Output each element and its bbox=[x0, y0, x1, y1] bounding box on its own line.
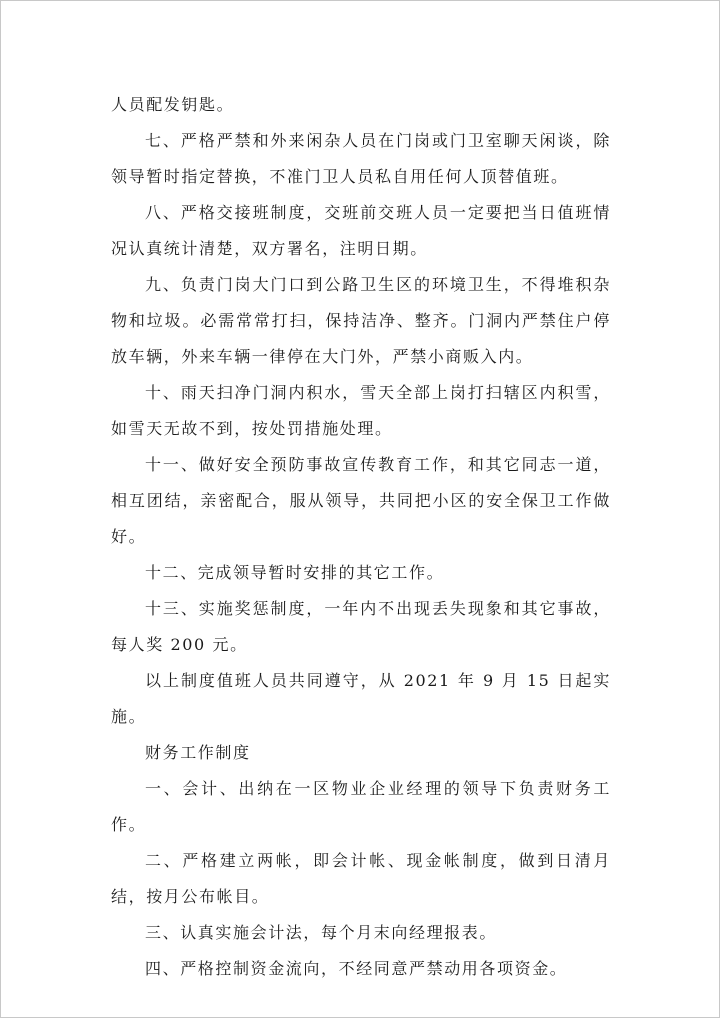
paragraph-finance-1: 一、会计、出纳在一区物业企业经理的领导下负责财务工作。 bbox=[111, 779, 611, 834]
paragraph-keys-continued: 人员配发钥匙。 bbox=[111, 95, 235, 114]
paragraph-rule-7: 七、严格严禁和外来闲杂人员在门岗或门卫室聊天闲谈，除领导暂时指定替换，不准门卫人员私自用任何人顶替值班。 bbox=[111, 131, 611, 186]
paragraph-rule-8: 八、严格交接班制度，交班前交班人员一定要把当日值班情况认真统计清楚，双方署名，注明日期。 bbox=[111, 203, 611, 258]
paragraph-rule-12: 十二、完成领导暂时安排的其它工作。 bbox=[145, 563, 445, 582]
paragraph-rule-11: 十一、做好安全预防事故宣传教育工作，和其它同志一道，相互团结，亲密配合，服从领导，共同把小区的安全保卫工作做好。 bbox=[111, 455, 611, 546]
paragraph-effective-date: 以上制度值班人员共同遵守，从 2021 年 9 月 15 日起实施。 bbox=[111, 671, 611, 726]
paragraph-rule-10: 十、雨天扫净门洞内积水，雪天全部上岗打扫辖区内积雪，如雪天无故不到，按处罚措施处理。 bbox=[111, 383, 611, 438]
paragraph-finance-2: 二、严格建立两帐，即会计帐、现金帐制度，做到日清月结，按月公布帐目。 bbox=[111, 851, 611, 906]
paragraph-finance-3: 三、认真实施会计法，每个月末向经理报表。 bbox=[145, 923, 498, 942]
section-heading-finance: 财务工作制度 bbox=[145, 743, 251, 762]
document-body bbox=[111, 87, 611, 987]
paragraph-finance-4: 四、严格控制资金流向，不经同意严禁动用各项资金。 bbox=[145, 959, 568, 978]
paragraph-rule-9: 九、负责门岗大门口到公路卫生区的环境卫生，不得堆积杂物和垃圾。必需常常打扫，保持洁净、整齐。门洞内严禁住户停放车辆，外来车辆一律停在大门外，严禁小商贩入内。 bbox=[111, 275, 611, 366]
paragraph-rule-13: 十三、实施奖惩制度，一年内不出现丢失现象和其它事故，每人奖 200 元。 bbox=[111, 599, 611, 654]
